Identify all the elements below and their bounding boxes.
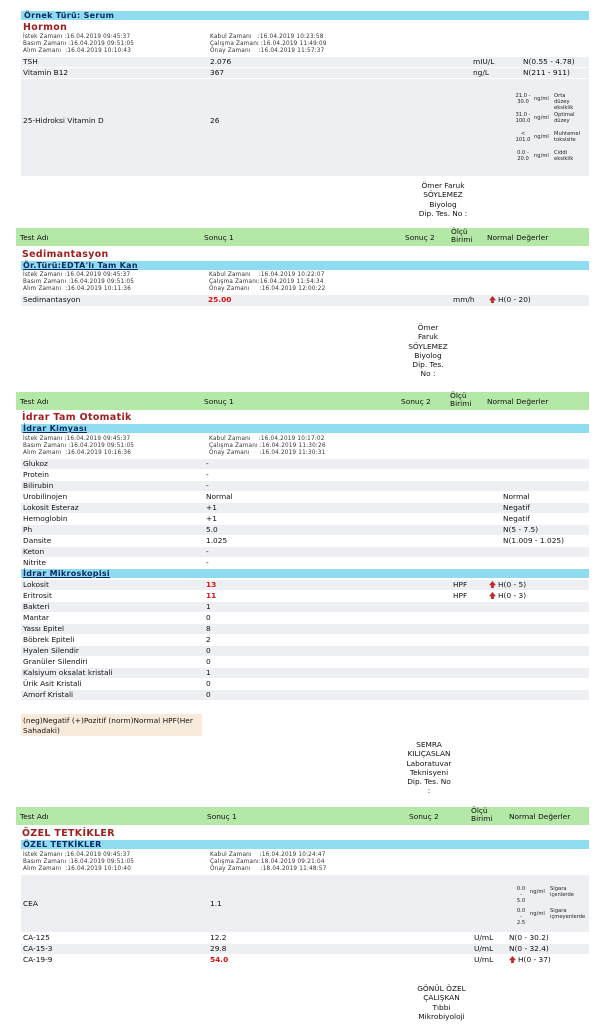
reference-cell [509,933,549,944]
result-row [21,933,589,943]
result-row [21,492,589,502]
subsection-band-kimya [21,424,589,433]
subsection-band-mikroskopi [21,569,589,578]
unit: U/mL [474,955,494,964]
result-value: 26 [210,116,220,125]
unit: mIU/L [473,57,495,66]
result-row [21,624,589,634]
col-unit: Ölçü Birimi [450,391,472,408]
test-name: Ürik Asit Kristali [23,679,82,688]
sample-type-label: ÖZEL TETKİKLER [23,840,102,849]
reference-range: H(0 - 3) [498,591,527,600]
request-times-right: Kabul Zamanı :16.04.2019 10:23:58 Çalışma Zamanı :16.04.2019 11:49:09 Onay Zamanı :16.04.2019 11:57:37 [210,34,327,55]
result-value: 1 [206,602,211,611]
reference-cell [503,503,530,514]
result-value: 367 [210,68,225,77]
result-value: 0 [206,657,211,666]
reference-range: N(0 - 30.2) [509,933,549,942]
unit: HPF [453,591,468,600]
result-value: 2 [206,635,211,644]
ref-label: Muhtemel toksisite [554,131,580,143]
subsection-label: İdrar Kimyası [23,424,88,433]
result-row [21,525,589,535]
result-row-cea [21,875,589,932]
sample-type-band [21,11,589,20]
sample-type-label: Örnek Türü: Serum [24,11,115,20]
ref-label: Optimal düzey [554,112,575,124]
col-unit: Ölçü Birimi [451,227,473,244]
request-times-right: Kabul Zamanı :16.04.2019 10:24:47 Çalışma Zamanı:18.04.2019 09:21:04 Onay Zamanı :18.04.2019 11:48:57 [210,852,327,873]
ref-range: 31.0 - 100.0 [515,112,531,124]
result-value: - [206,459,209,468]
high-arrow-icon [489,296,496,303]
ref-unit: ng/ml [534,115,549,121]
reference-range: Normal [503,492,530,501]
ref-range: 21.0 - 30.0 [515,93,531,105]
test-name: Urobilinojen [23,492,68,501]
result-row [21,481,589,491]
col-reference: Normal Değerler [487,397,549,406]
ref-unit: ng/ml [530,911,545,917]
ref-label: Orta düzey eksiklik [554,93,574,111]
test-name: Lokosit Esteraz [23,503,79,512]
test-name: Amorf Kristali [23,690,74,699]
col-reference: Normal Değerler [509,812,571,821]
column-header-row [16,228,589,246]
result-value: 0 [206,690,211,699]
section-title-sedimantasyon: Sedimantasyon [22,249,109,260]
test-name: CA-19-9 [23,955,53,964]
test-name: CEA [23,899,38,908]
test-name: Ph [23,525,33,534]
reference-cell [509,944,549,955]
ref-range: < 101.0 [515,131,531,143]
ref-range: 0.0 - 20.0 [517,150,529,162]
reference-range: N(0.55 - 4.78) [523,57,575,66]
signer-biologist: Ömer Faruk SÖYLEMEZ Biyolog Dip. Tes. No : [418,181,468,218]
reference-range: N(1.009 - 1.025) [503,536,564,545]
request-times-left: İstek Zamanı :16.04.2019 09:45:37 Basım Zamanı :16.04.2019 09:51:05 Alım Zamanı :16.04.2019 10:16:36 [23,436,135,457]
reference-range: N(5 - 7.5) [503,525,539,534]
result-row [21,547,589,557]
high-arrow-icon [489,581,496,588]
ref-label: Ciddi eksiklik [554,150,574,162]
reference-cell [503,536,564,547]
col-result1: Sonuç 1 [207,812,237,821]
request-times-right: Kabul Zamanı :16.04.2019 10:17:02 Çalışma Zamanı :16.04.2019 11:30:26 Onay Zamanı :16.04.2019 11:30:31 [209,436,326,457]
reference-cell [503,525,538,536]
section-title-hormon: Hormon [23,22,68,33]
test-name: CA-125 [23,933,50,942]
unit: U/mL [474,933,494,942]
test-name: Kalsiyum oksalat kristali [23,668,113,677]
result-value: 11 [206,591,217,600]
reference-range: N(211 - 911) [523,68,570,77]
test-name: Eritrosit [23,591,52,600]
test-name: Bakteri [23,602,50,611]
col-test-name: Test Adı [20,397,49,406]
test-name: Hyalen Silendir [23,646,79,655]
result-row [21,944,589,954]
result-row [21,955,589,965]
result-value: 8 [206,624,211,633]
result-value: 1.025 [206,536,228,545]
test-name: Lokosit [23,580,49,589]
column-header-row [16,807,589,825]
reference-cell [489,591,526,602]
request-times-right: Kabul Zamanı :16.04.2019 10:22:07 Çalışma Zamanı:16.04.2019 11:54:34 Onay Zamanı :16.04.2019 12:00:22 [209,272,326,293]
result-value: 0 [206,679,211,688]
subsection-label: İdrar Mikroskopisi [23,569,110,578]
request-times-left: İstek Zamanı :16.04.2019 09:45:37 Basım Zamanı :16.04.2019 09:51:05 Alım Zamanı :16.04.2019 10:10:43 [23,34,135,55]
sample-type-band [21,261,589,270]
col-result2: Sonuç 2 [405,233,435,242]
ref-range: 0.0 - 5.0 [516,886,526,904]
result-row [21,657,589,667]
col-result1: Sonuç 1 [204,397,234,406]
legend-text: (neg)Negatif (+)Pozitif (norm)Normal HPF(Her Sahadaki) [23,716,193,735]
result-value: 25.00 [208,295,232,304]
reference-range: H(0 - 20) [498,295,531,304]
result-row [21,690,589,700]
result-row-vitamin-d [21,79,589,176]
ref-unit: ng/ml [534,134,549,140]
col-test-name: Test Adı [20,812,49,821]
test-name: Mantar [23,613,50,622]
test-name: Granüler Silendiri [23,657,88,666]
result-row [21,57,589,67]
result-value: 29.8 [210,944,227,953]
test-name: Sedimantasyon [23,295,81,304]
result-value: Normal [206,492,233,501]
result-value: +1 [206,514,217,523]
sample-type-label: Ör.Türü:EDTA'lı Tam Kan [23,261,138,270]
result-row [21,668,589,678]
test-name: Protein [23,470,49,479]
signer-microbiology: GÖNÜL ÖZEL ÇALIŞKAN Tıbbi Mikrobiyoloji [417,984,466,1021]
section-title-ozel: ÖZEL TETKİKLER [22,828,115,839]
result-value: - [206,481,209,490]
result-row [21,459,589,469]
high-arrow-icon [489,592,496,599]
unit: mm/h [453,295,475,304]
result-row [21,68,589,78]
reference-range: N(0 - 32.4) [509,944,549,953]
col-unit: Ölçü Birimi [471,806,493,823]
unit: HPF [453,580,468,589]
result-row [21,679,589,689]
result-value: 5.0 [206,525,218,534]
unit: ng/L [473,68,489,77]
result-row [21,646,589,656]
test-name: CA-15-3 [23,944,53,953]
result-row [21,635,589,645]
test-name: Hemoglobin [23,514,68,523]
reference-cell [489,580,526,591]
result-row [21,503,589,513]
result-row [21,514,589,524]
test-name: Vitamin B12 [23,68,69,77]
col-result1: Sonuç 1 [204,233,234,242]
test-name: Yassı Epitel [23,624,65,633]
ref-label: Sigara içenlerde [550,886,574,898]
result-value: 0 [206,646,211,655]
result-row [21,536,589,546]
test-name: Böbrek Epiteli [23,635,75,644]
result-row [21,613,589,623]
legend-note [21,714,202,736]
ref-range: 0.0 - 2.5 [516,908,526,926]
test-name: 25-Hidroksi Vitamin D [23,116,104,125]
col-reference: Normal Değerler [487,233,549,242]
request-times-left: İstek Zamanı :16.04.2019 09:45:37 Basım Zamanı :16.04.2019 09:51:05 Alım Zamanı :16.04.2019 10:10:40 [23,852,135,873]
col-result2: Sonuç 2 [401,397,431,406]
reference-range: H(0 - 5) [498,580,527,589]
result-row [21,591,589,601]
section-title-idrar: İdrar Tam Otomatik [22,412,132,423]
reference-cell [523,57,575,68]
result-row [21,470,589,480]
signer-biologist: Ömer Faruk SÖYLEMEZ Biyolog Dip. Tes. No : [408,323,448,379]
result-row [21,602,589,612]
signer-technician: SEMRA KILIÇASLAN Laboratuvar Teknisyeni Dip. Tes. No : [406,740,452,796]
result-value: 12.2 [210,933,227,942]
reference-cell [503,492,530,503]
result-row-sedimantasyon [21,295,589,306]
result-value: 54.0 [210,955,229,964]
result-value: 1.1 [210,899,222,908]
reference-cell [523,68,570,79]
reference-range: H(0 - 37) [518,955,551,964]
result-value: - [206,558,209,567]
sample-type-band [21,840,589,849]
ref-unit: ng/ml [534,96,549,102]
request-times-left: İstek Zamanı :16.04.2019 09:45:37 Basım Zamanı :16.04.2019 09:51:05 Alım Zamanı :16.04.2019 10:11:36 [23,272,135,293]
test-name: Glukoz [23,459,48,468]
reference-cell [509,955,551,966]
ref-unit: ng/ml [530,889,545,895]
col-test-name: Test Adı [20,233,49,242]
ref-label: Sigara içmeyenlerde [550,908,586,920]
test-name: Bilirubin [23,481,54,490]
result-value: 2.076 [210,57,232,66]
reference-range: Negatif [503,514,530,523]
result-value: 0 [206,613,211,622]
result-value: +1 [206,503,217,512]
result-value: 13 [206,580,217,589]
result-value: 1 [206,668,211,677]
test-name: Keton [23,547,45,556]
reference-range: Negatif [503,503,530,512]
high-arrow-icon [509,956,516,963]
reference-high [489,295,531,306]
col-result2: Sonuç 2 [409,812,439,821]
test-name: TSH [23,57,38,66]
column-header-row [16,392,589,410]
result-value: - [206,470,209,479]
test-name: Dansite [23,536,52,545]
unit: U/mL [474,944,494,953]
test-name: Nitrite [23,558,47,567]
reference-cell [503,514,530,525]
result-row [21,580,589,590]
result-value: - [206,547,209,556]
ref-unit: ng/ml [534,153,549,159]
result-row [21,558,589,568]
